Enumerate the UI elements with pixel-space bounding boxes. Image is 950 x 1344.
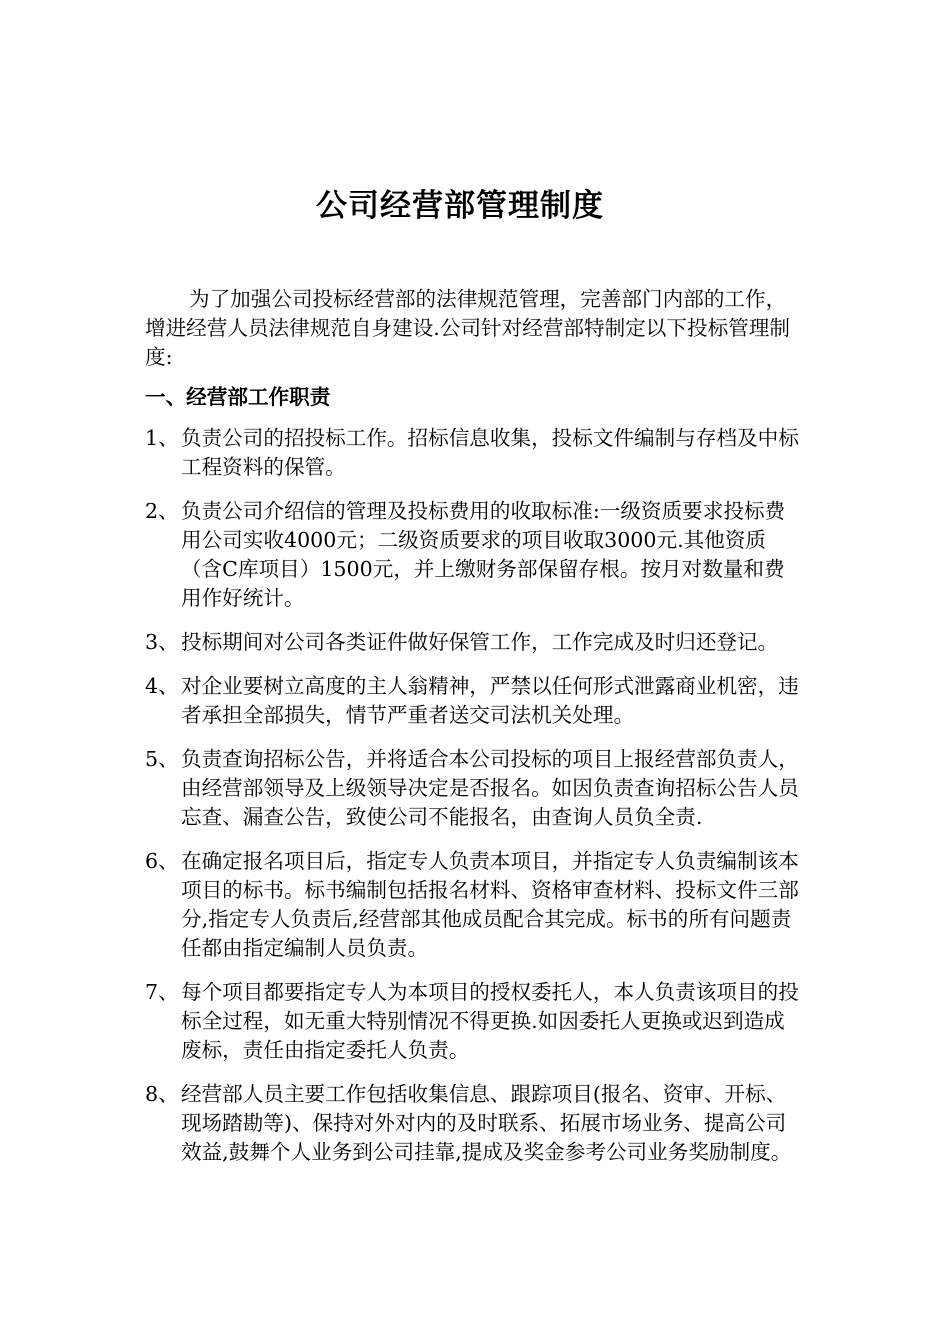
- duty-number: 7、: [145, 980, 179, 1004]
- duty-item-8: [145, 1080, 805, 1167]
- duty-item-1: [145, 424, 805, 482]
- duty-number: 5、: [145, 747, 179, 771]
- duty-text: 对企业要树立高度的主人翁精神，严禁以任何形式泄露商业机密，违者承担全部损失，情节严重者送交司法机关处理。: [181, 674, 799, 727]
- duty-item-7: [145, 978, 805, 1065]
- duty-item-5: [145, 745, 805, 832]
- duty-item-4: [145, 672, 805, 730]
- duty-text: 投标期间对公司各类证件做好保管工作，工作完成及时归还登记。: [181, 630, 779, 654]
- duty-text: 负责公司的招投标工作。招标信息收集，投标文件编制与存档及中标工程资料的保管。: [181, 426, 799, 479]
- duty-item-6: [145, 847, 805, 963]
- duty-text: 负责查询招标公告，并将适合本公司投标的项目上报经营部负责人，由经营部领导及上级领导决定是否报名。如因负责查询招标公告人员忘查、漏查公告，致使公司不能报名，由查询人员负全责.: [181, 747, 799, 829]
- intro-paragraph: 为了加强公司投标经营部的法律规范管理，完善部门内部的工作，增进经营人员法律规范自身建设.公司针对经营部特制定以下投标管理制度:: [145, 287, 790, 369]
- duty-number: 4、: [145, 674, 179, 698]
- duty-item-2: [145, 497, 805, 613]
- duty-text: 在确定报名项目后，指定专人负责本项目，并指定专人负责编制该本项目的标书。标书编制包括报名材料、资格审查材料、投标文件三部分,指定专人负责后,经营部其他成员配合其完成。标书的所有问题责任都由指定编制人员负责。: [181, 849, 799, 960]
- duty-text: 负责公司介绍信的管理及投标费用的收取标准:一级资质要求投标费用公司实收4000元；二级资质要求的项目收取3000元.其他资质（含C库项目）1500元，并上缴财务部保留存根。按月对数量和费用作好统计。: [181, 499, 786, 610]
- duty-number: 1、: [145, 426, 179, 450]
- duty-text: 经营部人员主要工作包括收集信息、跟踪项目(报名、资审、开标、现场踏勘等)、保持对外对内的及时联系、拓展市场业务、提高公司效益,鼓舞个人业务到公司挂靠,提成及奖金参考公司业务奖励制度。: [181, 1082, 792, 1164]
- duty-number: 3、: [145, 630, 179, 654]
- duty-text: 每个项目都要指定专人为本项目的授权委托人，本人负责该项目的投标全过程，如无重大特别情况不得更换.如因委托人更换或迟到造成废标，责任由指定委托人负责。: [181, 980, 799, 1062]
- duty-list: [145, 424, 805, 1182]
- section-heading: 一、经营部工作职责: [145, 385, 331, 409]
- duty-number: 8、: [145, 1082, 179, 1106]
- duty-item-3: [145, 628, 805, 657]
- document-title: 公司经营部管理制度: [316, 188, 604, 224]
- duty-number: 2、: [145, 499, 179, 523]
- duty-number: 6、: [145, 849, 179, 873]
